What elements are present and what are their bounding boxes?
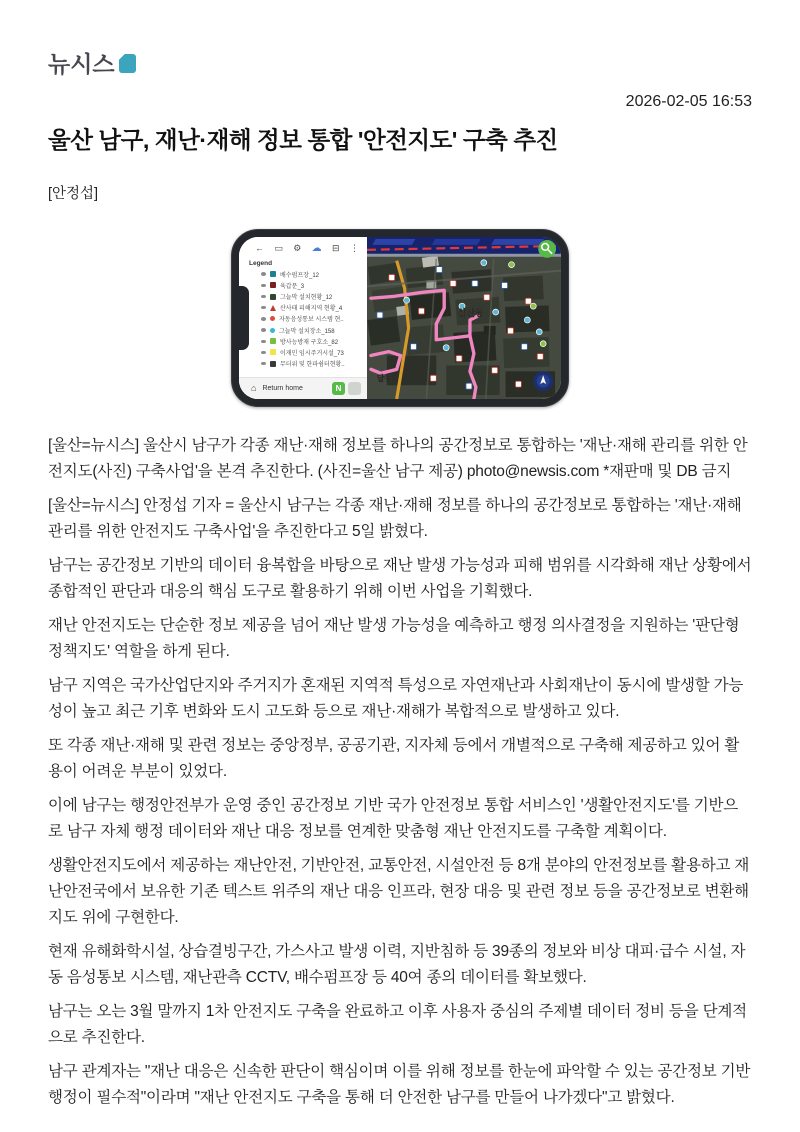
map-app-toolbar [239,237,367,257]
legend-symbol [270,305,276,311]
article-body [48,433,752,1111]
visibility-eye-icon [261,272,266,276]
map-app-bottom-bar [239,377,367,399]
folder-icon: ⊟ [332,243,340,254]
paragraph: 또 각종 재난·재해 및 관련 정보는 중앙정부, 공공기관, 지자체 등에서 개별적으로 구축해 제공하고 있어 활용이 어려운 부분이 있었다. [48,736,740,780]
masthead [48,46,752,79]
back-arrow-icon: ← [255,243,264,254]
home-icon: ⌂ [251,383,257,394]
gear-icon: ⚙ [293,243,302,254]
legend-item: 그늘막 설치현황_12 [261,291,367,302]
legend-item: 무더위 및 한파쉼터현황.. [261,358,367,369]
legend-symbol [270,338,276,344]
legend-symbol [270,282,276,288]
legend-symbol [270,294,276,300]
legend-title: Legend [249,259,273,267]
paragraph: 남구는 오는 3월 말까지 1차 안전지도 구축을 완료하고 이후 사용자 중심의 주제별 데이터 정비 등을 단계적으로 추진한다. [48,1002,747,1046]
visibility-eye-icon [261,362,266,366]
legend-item: 그늘막 설치장소_158 [261,324,367,335]
newsis-logo-icon [119,54,136,73]
paragraph: 재난 안전지도는 단순한 정보 제공을 넘어 재난 발생 가능성을 예측하고 행정 의사결정을 지원하는 '판단형 정책지도' 역할을 하게 된다. [48,616,740,660]
reporter-byline: [안정섭] [48,185,99,202]
newsis-logo[interactable] [48,46,136,79]
map-compass-button [533,371,553,391]
satellite-map-graphic [367,237,561,399]
smartphone-screen [239,237,561,399]
publish-datetime: 2026-02-05 16:53 [625,93,752,110]
legend-list [239,269,367,377]
paragraph: [울산=뉴시스] 울산시 남구가 각종 재난·재해 정보를 하나의 공간정보로 통합하는 '재난·재해 관리를 위한 안전지도(사진) 구축사업'을 본격 추진한다. (사진=울산 남구 제공) photo@newsis.com *재판매 및 DB 금지 [48,436,748,480]
satellite-map [367,237,561,399]
legend-item: 방사능방재 구호소_82 [261,336,367,347]
visibility-eye-icon [261,340,266,344]
legend-symbol [270,349,276,355]
paragraph: 이에 남구는 행정안전부가 운영 중인 공간정보 기반 국가 안전정보 통합 서비스인 '생활안전지도'를 기반으로 남구 자체 행정 데이터와 재난 대응 정보를 연계한 맞춤형 재난 안전지도를 구축할 계획이다. [48,796,739,840]
paragraph: 현재 유해화학시설, 상습결빙구간, 가스사고 발생 이력, 지반침하 등 39종의 정보와 비상 대피·급수 시설, 자동 음성통보 시스템, 재난관측 CCTV, 배수펌프장 등 40여 종의 데이터를 확보했다. [48,942,746,986]
visibility-eye-icon [261,306,266,310]
legend-symbol [270,316,275,321]
legend-item: 이재민 임시주거시설_73 [261,347,367,358]
paragraph: 남구는 공간정보 기반의 데이터 융복합을 바탕으로 재난 발생 가능성과 피해 범위를 시각화해 재난 상황에서 종합적인 판단과 대응의 핵심 도구로 활용하기 위해 이번 사업을 기획했다. [48,556,752,600]
article-photo [48,229,752,407]
paragraph: 남구 관계자는 "재난 대응은 신속한 판단이 핵심이며 이를 위해 정보를 한눈에 파악할 수 있는 공간정보 기반 행정이 필수적"이라며 "재난 안전지도 구축을 통해 더 안전한 남구를 만들어 나가겠다"고 밝혔다. [48,1062,751,1106]
visibility-eye-icon [261,317,266,321]
visibility-eye-icon [261,284,266,288]
newsis-logo-text: 뉴시스 [48,51,115,77]
visibility-eye-icon [261,328,266,332]
kebab-menu-icon: ⋮ [349,243,359,254]
legend-item: 배수펌프장_12 [261,269,367,280]
legend-symbol [270,328,275,333]
smartphone-frame [231,229,569,407]
paragraph: [울산=뉴시스] 안정섭 기자 = 울산시 남구는 각종 재난·재해 정보를 하나의 공간정보로 통합하는 '재난·재해 관리를 위한 안전지도 구축사업'을 추진한다고 5일 밝혔다. [48,496,742,540]
legend-item: 산사태 피해지역 현황_4 [261,302,367,313]
map-app-legend-panel [239,237,367,399]
visibility-eye-icon [261,351,266,355]
legend-symbol [270,361,276,367]
paragraph: 남구 지역은 국가산업단지와 주거지가 혼재된 지역적 특성으로 자연재난과 사회재난이 동시에 발생할 가능성이 높고 최근 기후 변화와 도시 고도화 등으로 재난·재해가 복합적으로 발생하고 있다. [48,676,744,720]
paragraph: 생활안전지도에서 제공하는 재난안전, 기반안전, 교통안전, 시설안전 등 8개 분야의 안전정보를 활용하고 재난안전국에서 보유한 기존 텍스트 위주의 재난 대응 인프라, 현장 대응 및 관련 정보 등을 공간정보로 변환해 지도 위에 구현한다. [48,856,750,926]
map-label-samsandong: 삼산동 [458,307,484,318]
map-label-daldong: 달동 [376,373,393,383]
card-icon: ▭ [274,243,283,254]
naver-map-icon: N [332,382,345,395]
return-home-label: Return home [262,384,303,392]
legend-item: 육갑문_3 [261,280,367,291]
map-search-button [538,240,556,258]
legend-item: 자동음성통보 시스템 현.. [261,313,367,324]
legend-symbol [270,271,276,277]
article-headline: 울산 남구, 재난·재해 정보 통합 '안전지도' 구축 추진 [48,127,558,153]
visibility-eye-icon [261,295,266,299]
map-layer-icon [348,382,361,395]
cloud-icon: ☁ [311,242,322,254]
phone-notch [239,286,249,350]
